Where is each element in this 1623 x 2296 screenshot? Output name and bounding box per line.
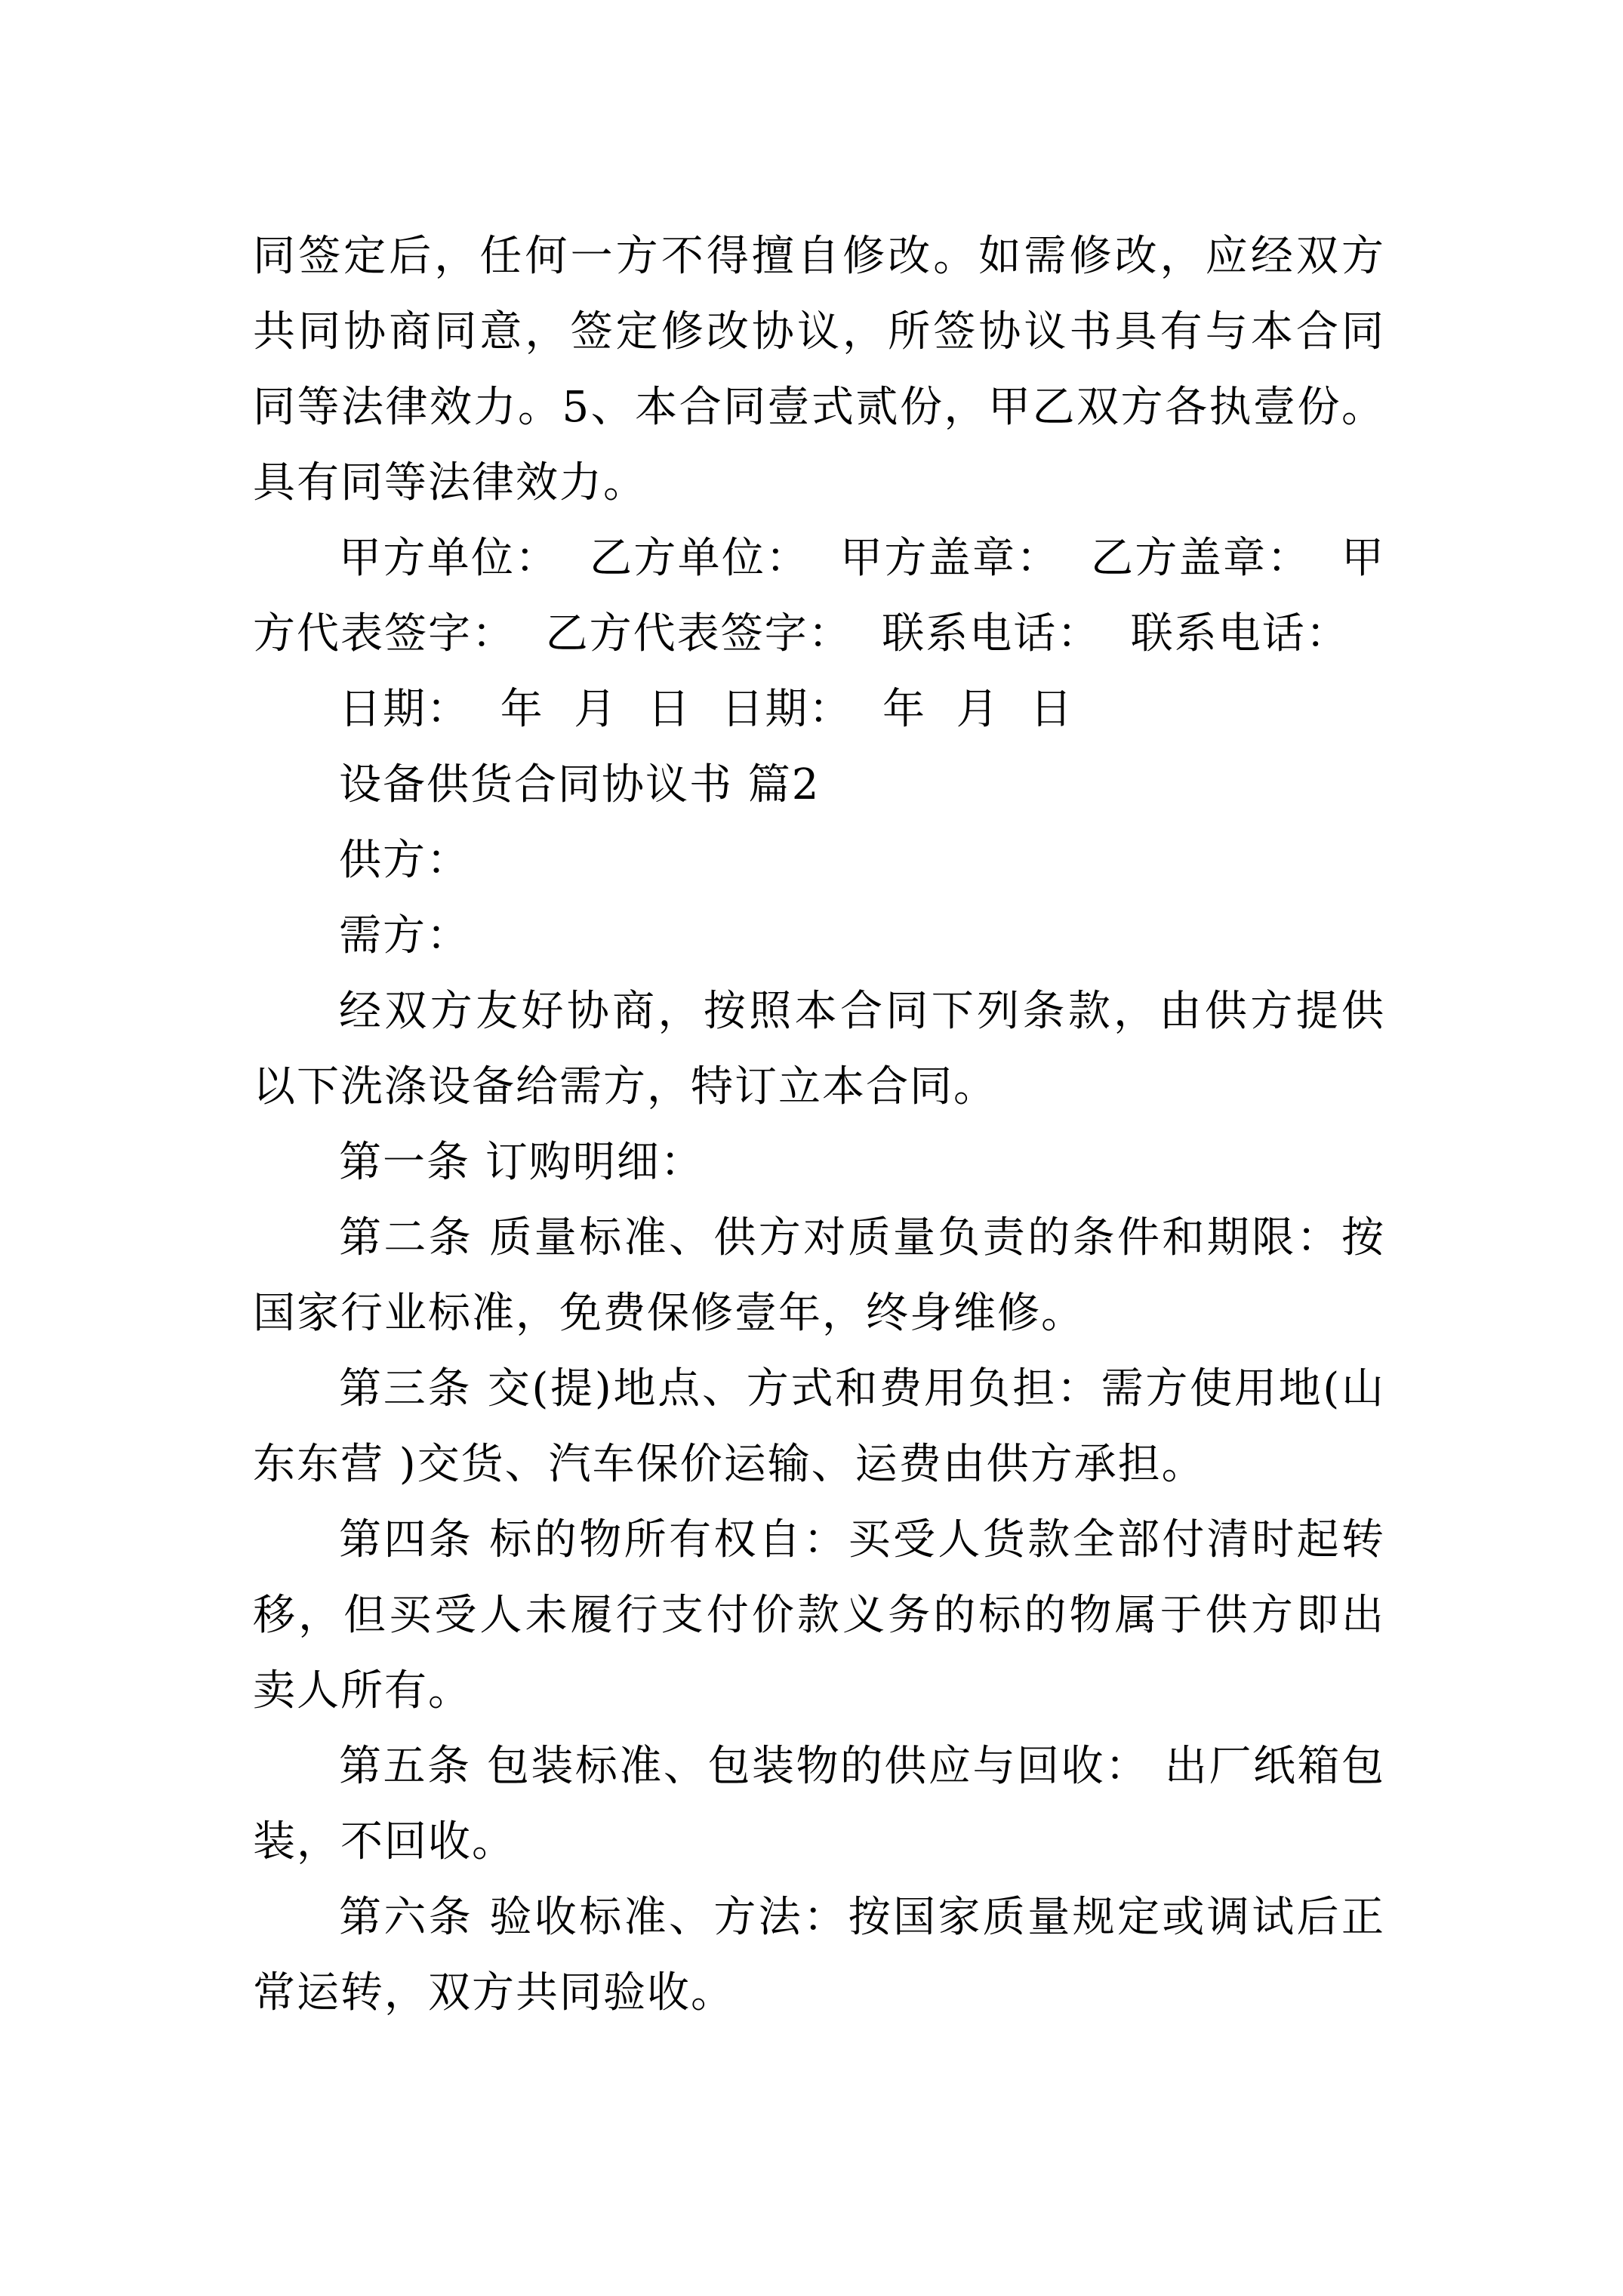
paragraph-contract-amendment: 同签定后，任何一方不得擅自修改。如需修改，应经双方共同协商同意，签定修改协议，所签协议书具有与本合同同等法律效力。5、本合同壹式贰份，甲乙双方各执壹份。具有同等法律效力。	[253, 232, 1385, 507]
clause-3: 第三条 交(提)地点、方式和费用负担：需方使用地(山东东营 )交货、汽车保价运输、运费由供方承担。	[253, 1364, 1385, 1489]
section-title: 设备供货合同协议书 篇2	[339, 760, 821, 809]
paragraph-supplier: 供方：	[339, 836, 470, 885]
paragraph-buyer: 需方：	[339, 911, 470, 960]
paragraph-date-fields: 日期： 年 月 日 日期： 年 月 日	[339, 685, 1074, 734]
paragraph-preamble: 经双方友好协商，按照本合同下列条款，由供方提供以下洗涤设备给需方，特订立本合同。	[253, 987, 1385, 1111]
document-page	[253, 219, 1385, 2031]
clause-1: 第一条 订购明细：	[339, 1138, 704, 1187]
paragraph-signature-fields: 甲方单位： 乙方单位： 甲方盖章： 乙方盖章： 甲方代表签字： 乙方代表签字： 联系电话： 联系电话：	[253, 534, 1385, 658]
clause-6: 第六条 验收标准、方法：按国家质量规定或调试后正常运转，双方共同验收。	[253, 1893, 1385, 2017]
clause-5: 第五条 包装标准、包装物的供应与回收： 出厂纸箱包装，不回收。	[253, 1742, 1385, 1866]
clause-2: 第二条 质量标准、供方对质量负责的条件和期限：按国家行业标准，免费保修壹年，终身维修。	[253, 1213, 1385, 1338]
clause-4: 第四条 标的物所有权自：买受人货款全部付清时起转移，但买受人未履行支付价款义务的标的物属于供方即出卖人所有。	[253, 1515, 1385, 1715]
